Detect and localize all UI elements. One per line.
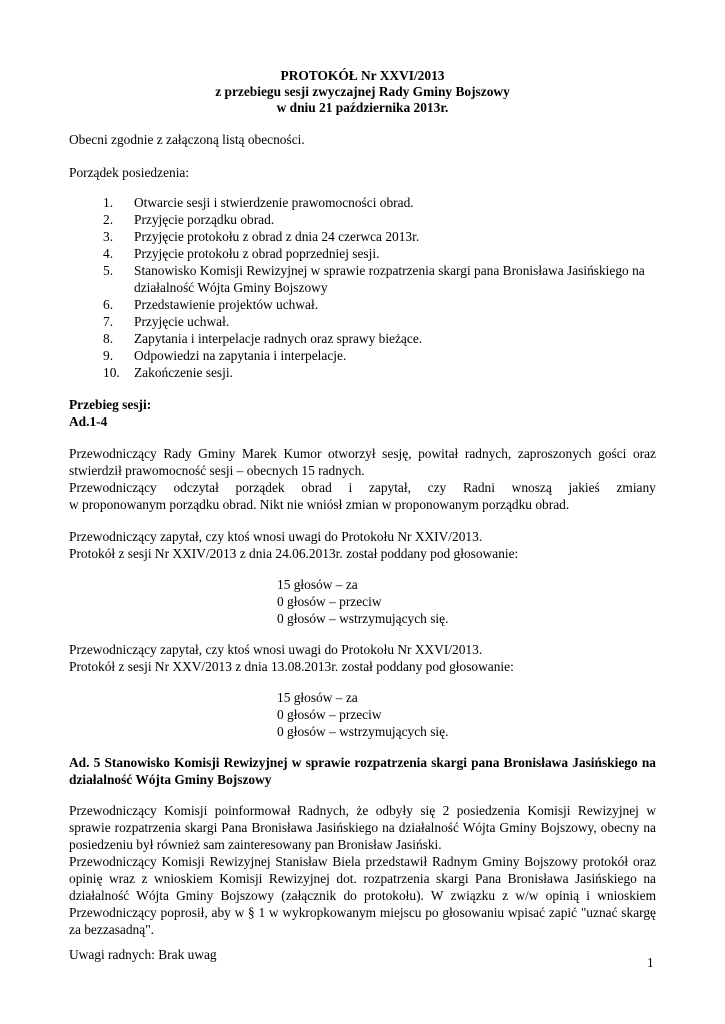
agenda-item-text: Przyjęcie protokołu z obrad poprzedniej sesji. [134,246,380,261]
agenda-item-text: Stanowisko Komisji Rewizyjnej w sprawie rozpatrzenia skargi pana Bronisława Jasińskiego na [134,263,645,278]
section-heading: Ad. 5 Stanowisko Komisji Rewizyjnej w sprawie rozpatrzenia skargi pana Bronisława Jasińskiego na [69,755,656,770]
paragraph-line [69,479,656,496]
agenda-item-number: 5. [103,263,114,278]
presence-note: Obecni zgodnie z załączoną listą obecności. [69,132,305,147]
agenda-item-text: Zakończenie sesji. [134,365,233,380]
vote-line: 0 głosów – wstrzymujących się. [277,611,449,626]
paragraph-line: Protokół z sesji Nr XXV/2013 z dnia 13.08.2013r. został poddany pod głosowanie: [69,659,514,674]
agenda-item [103,296,318,313]
remarks: Uwagi radnych: Brak uwag [69,947,217,962]
agenda-item [103,211,274,228]
agenda-heading: Porządek posiedzenia: [69,165,190,180]
vote-line: 0 głosów – wstrzymujących się. [277,724,449,739]
agenda-item-number: 1. [103,195,114,210]
course-heading: Przebieg sesji: [69,397,152,412]
agenda-item-number: 9. [103,348,114,363]
paragraph-line: działalność Wójta Gminy Bojszowy (załącznik do protokołu). W związku z w/w opinią i wnioskiem [69,888,656,903]
word: zapytał, [368,480,411,495]
agenda-item-text: Przyjęcie uchwał. [134,314,230,329]
word: czy [427,480,447,495]
word: porządek [235,480,285,495]
agenda-item-text: Przyjęcie porządku obrad. [134,212,275,227]
agenda-item-number: 6. [103,297,114,312]
paragraph-line: opinię wraz z wnioskiem Komisji Rewizyjnej dot. rozpatrzenia skargi Pana Bronisława Jasińskiego na [69,871,656,886]
agenda-item-continuation: działalność Wójta Gminy Bojszowy [134,280,328,295]
agenda-item [103,364,233,381]
agenda-item-number: 2. [103,212,114,227]
agenda-item [103,330,422,347]
paragraph-line: Przewodniczący Komisji poinformował Radnych, że odbyły się 2 posiedzenia Komisji Rewizyjnej w [69,803,656,818]
word: wnoszą [511,480,552,495]
paragraph-line: posiedzeniu był również sam zainteresowany pan Bronisław Jasiński. [69,837,442,852]
agenda-item [103,313,229,330]
section-heading: działalność Wójta Gminy Bojszowy [69,772,272,787]
paragraph-line: sprawie rozpatrzenia skargi Pana Bronisława Jasińskiego na działalność Wójta Gminy Bojszowy, obecny na [69,820,656,835]
agenda-item-number: 7. [103,314,114,329]
agenda-item [103,262,645,279]
paragraph-line: Przewodniczący zapytał, czy ktoś wnosi uwagi do Protokołu Nr XXIV/2013. [69,529,483,544]
agenda-item [103,347,346,364]
paragraph-line: za bezzasadną". [69,922,155,937]
word: zmiany [616,480,656,495]
paragraph-line: Przewodniczący Komisji Rewizyjnej Stanisław Biela przedstawił Radnym Gminy Bojszowy protokół oraz [69,854,656,869]
word: Przewodniczący [69,480,157,495]
document-subtitle: z przebiegu sesji zwyczajnej Rady Gminy Bojszowy [215,84,510,99]
paragraph-line: stwierdził prawomocność sesji – obecnych 15 radnych. [69,463,365,478]
word: jakieś [568,480,600,495]
course-subheading: Ad.1-4 [69,414,108,429]
word: obrad [301,480,332,495]
page-number: 1 [647,955,654,970]
agenda-item-text: Otwarcie sesji i stwierdzenie prawomocności obrad. [134,195,414,210]
word: odczytał [173,480,219,495]
agenda-item [103,194,414,211]
paragraph-line: Przewodniczący poprosił, aby w § 1 w wykropkowanym miejscu po głosowaniu wpisać zapić "uznać skargę [69,905,656,920]
agenda-item-number: 10. [103,365,120,380]
agenda-item-text: Przyjęcie protokołu z obrad z dnia 24 czerwca 2013r. [134,229,420,244]
word: Radni [462,480,495,495]
word: i [348,480,353,495]
paragraph-line: Przewodniczący zapytał, czy ktoś wnosi uwagi do Protokołu Nr XXVI/2013. [69,642,483,657]
agenda-item-number: 8. [103,331,114,346]
vote-line: 0 głosów – przeciw [277,707,382,722]
document-title: PROTOKÓŁ Nr XXVI/2013 [280,68,445,83]
agenda-item [103,228,419,245]
agenda-item-text: Odpowiedzi na zapytania i interpelacje. [134,348,347,363]
vote-line: 0 głosów – przeciw [277,594,382,609]
vote-line: 15 głosów – za [277,690,358,705]
agenda-item-number: 4. [103,246,114,261]
agenda-item [103,245,379,262]
agenda-item-number: 3. [103,229,114,244]
agenda-item-text: Zapytania i interpelacje radnych oraz sprawy bieżące. [134,331,423,346]
paragraph-line: w proponowanym porządku obrad. Nikt nie wniósł zmian w proponowanym porządku obrad. [69,497,570,512]
document-date: w dniu 21 października 2013r. [276,100,449,115]
vote-line: 15 głosów – za [277,577,358,592]
paragraph-line: Protokół z sesji Nr XXIV/2013 z dnia 24.06.2013r. został poddany pod głosowanie: [69,546,519,561]
paragraph-line: Przewodniczący Rady Gminy Marek Kumor otworzył sesję, powitał radnych, zaproszonych gości oraz [69,446,656,461]
agenda-item-text: Przedstawienie projektów uchwał. [134,297,319,312]
